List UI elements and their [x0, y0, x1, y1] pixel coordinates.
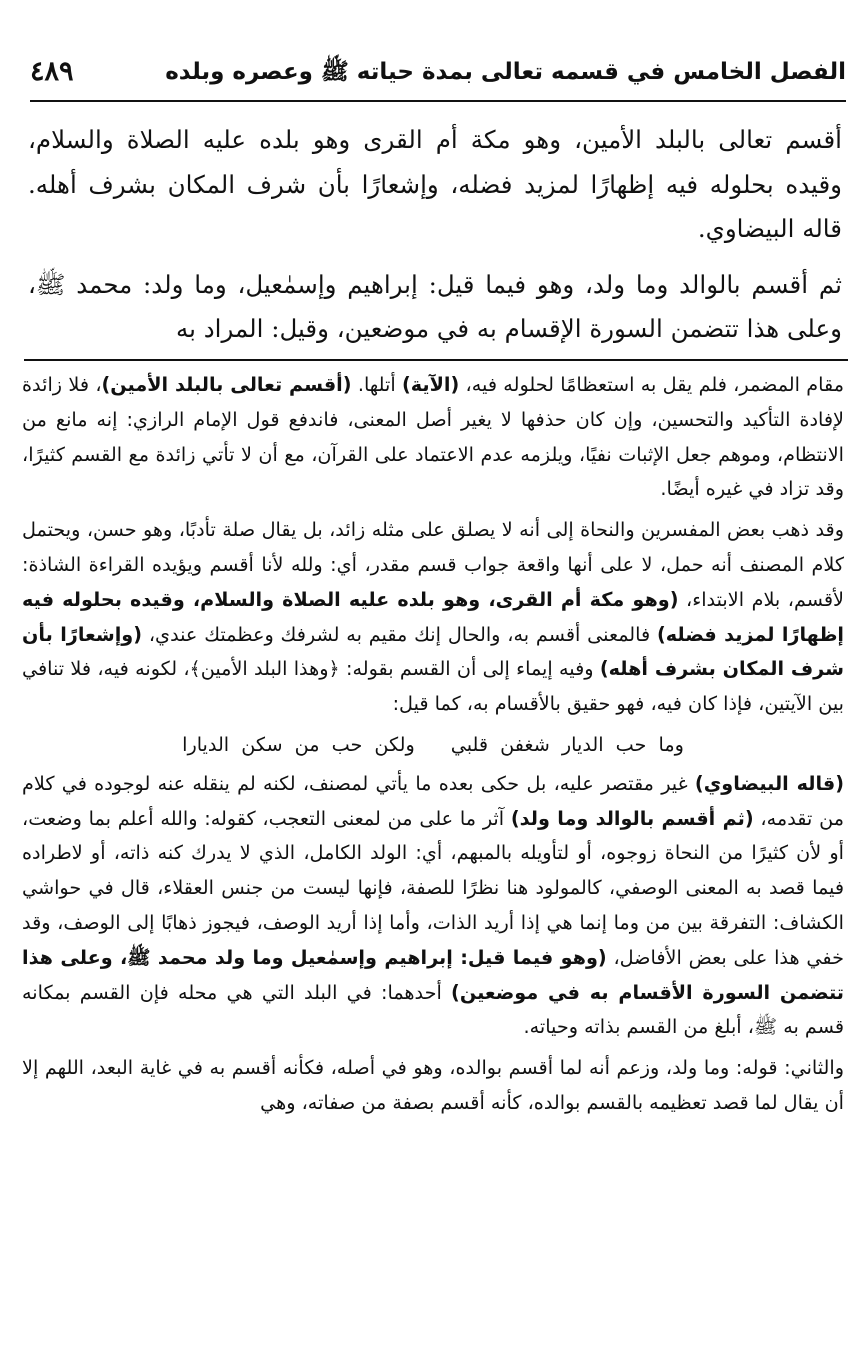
commentary-text-run: وفيه إيماء إلى أن القسم بقوله: ﴿وهذا البلد الأمين﴾، لكونه فيه، فلا تنافي بين الآيتين، فإذا كان فيه، فهو حقيق بالأقسام به، كما قيل:	[22, 657, 844, 716]
commentary-text-run: وقد ذهب بعض المفسرين والنحاة إلى أنه لا يصلق على مثله زائد، بل يقال صلة تأدبًا، وهو حسن، ويحتمل كلام المصنف أنه حمل، لا على أنها واقعة جواب قسم مقدر، أي: ولله لأنا أقسم ويؤيده القراءة الشاذة: لأقسم، بلام الابتداء،	[22, 518, 844, 611]
page-header	[30, 52, 846, 102]
commentary-paragraph-2	[22, 513, 844, 722]
quoted-phrase: (وإشعارًا بأن شرف المكان بشرف أهله)	[22, 622, 844, 681]
page-number: ٤٨٩	[30, 56, 74, 87]
commentary-text-run: فالمعنى أقسم به، والحال إنك مقيم به لشرفك وعظمتك عندي،	[142, 622, 657, 646]
quoted-phrase: (الآية)	[401, 373, 460, 396]
commentary-text-run: آثر ما على من لمعنى التعجب، كقوله: والله أعلم بما وضعت، أو لأن كثيرًا من النحاة زوجوه، أو لتأويله بالمبهم، أي: الولد الكامل، الذي لا يدرك كنه ذاته، أو لاطراده فيما قصد به المعنى الوصفي، كالمولود هنا نظرًا للصفة، فإنها ليست من جنس العقلاء، قال في حواشي الكشاف: التفرقة بين من وما إنما هي إذا أريد الذات، وأما إذا أريد الوصف، فيجوز ذهابًا إلى الوصف، وقد خفي هذا على بعض الأفاضل،	[22, 806, 844, 969]
commentary-paragraph-4: والثاني: قوله: وما ولد، وزعم أنه لما أقسم بوالده، وهو في أصله، فكأنه أقسم به في غاية البعد، اللهم إلا أن يقال لما قصد تعظيمه بالقسم بوالده، كأنه أقسم بصفة من صفاته، وهي	[22, 1056, 844, 1114]
commentary-text-run: مقام المضمر، فلم يقل به استعظامًا لحلوله فيه،	[459, 373, 844, 396]
commentary-paragraph-3	[22, 767, 844, 1045]
quoted-phrase: (أقسم تعالى بالبلد الأمين)	[101, 373, 352, 396]
poem-verse	[22, 728, 844, 763]
running-title: الفصل الخامس في قسمه تعالى بمدة حياته ﷺ وعصره وبلده	[165, 59, 846, 85]
commentary-text-run: ، فلا زائدة لإفادة التأكيد والتحسين، وإن كان حذفها لا يغير أصل المعنى، فاندفع قول الإمام الرازي: إنه مانع من الانتظام، وموهم جعل الإثبات نفيًا، ويلزمه عدم الاعتماد على القرآن، مع أن لا تأتي زائدة مع القسم كثيرًا، وقد تزاد في غيره أيضًا.	[22, 373, 844, 501]
commentary-paragraph-1	[22, 368, 844, 507]
commentary-text-run: غير مقتصر عليه، بل حكى بعده ما يأتي لمصنف، لكنه لم ينقله عنه لوجوده في كلام من تقدمه،	[22, 771, 844, 830]
quoted-phrase: (وهو فيما قيل: إبراهيم وإسمٰعيل وما ولد محمد ﷺ، وعلى هذا تتضمن السورة الأقسام به في موضعين)	[22, 945, 844, 1004]
quoted-phrase: (قاله البيضاوي)	[694, 771, 844, 795]
main-paragraph-2: ثم أقسم بالوالد وما ولد، وهو فيما قيل: إبراهيم وإسمٰعيل، وما ولد: محمد ﷺ، وعلى هذا تتضمن السورة الإقسام به في موضعين، وقيل: المراد به	[28, 269, 842, 343]
main-text	[28, 118, 842, 363]
poem-hemistich-1: وما حب الديار شغفن قلبي	[450, 732, 684, 756]
commentary-text-run: أحدهما: في البلد التي هي محله فإن القسم بمكانه قسم به ﷺ، أبلغ من القسم بذاته وحياته.	[22, 980, 844, 1039]
quoted-phrase: (وهو مكة أم القرى، وهو بلده عليه الصلاة والسلام، وقيده بحلوله فيه إظهارًا لمزيد فضله)	[22, 587, 844, 646]
section-divider	[24, 359, 848, 361]
poem-hemistich-2: ولكن حب من سكن الديارا	[182, 732, 415, 756]
quoted-phrase: (ثم أقسم بالوالد وما ولد)	[510, 806, 754, 830]
commentary-text	[22, 368, 844, 1127]
commentary-text-run: أتلها.	[351, 373, 402, 396]
main-paragraph-1: أقسم تعالى بالبلد الأمين، وهو مكة أم القرى وهو بلده عليه الصلاة والسلام، وقيده بحلوله فيه إظهارًا لمزيد فضله، وإشعارًا بأن شرف المكان بشرف أهله. قاله البيضاوي.	[28, 125, 842, 243]
